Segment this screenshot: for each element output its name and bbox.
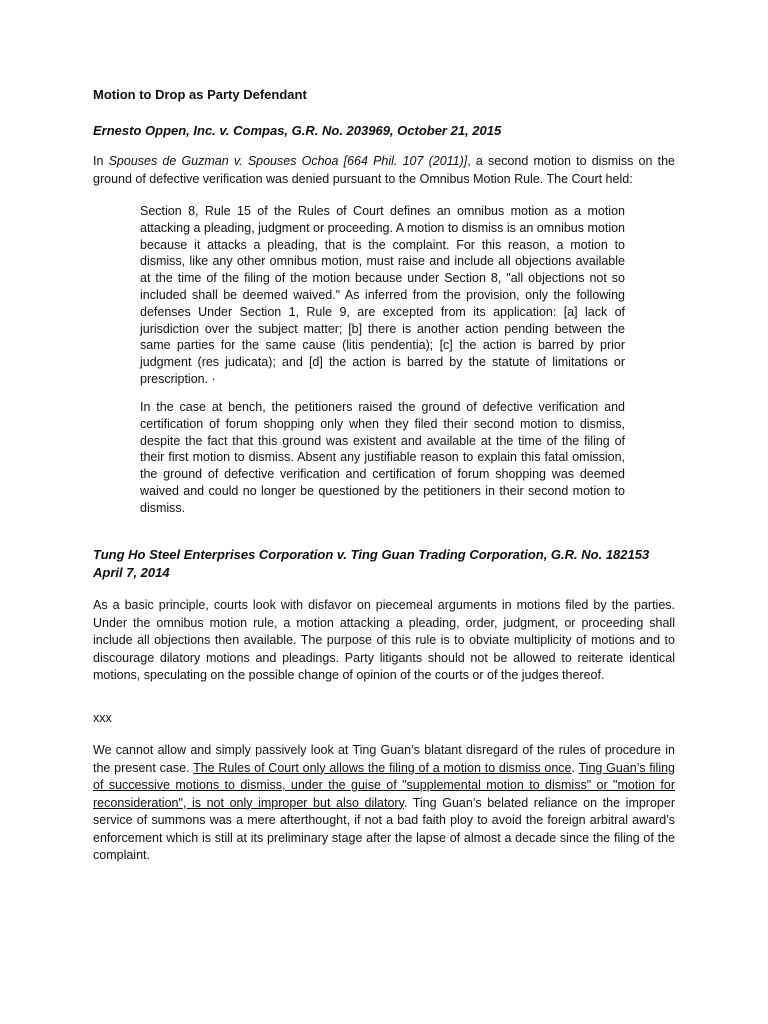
body-paragraph-ting-guan: We cannot allow and simply passively look at Ting Guan’s blatant disregard of the rules of procedure in the present case. The Rules of Court only allows the filing of a motion to dismiss once. Ting Guan’s filing of successive motions to dismiss, under the guise of "supplemental motion to dismiss" or "motion for reconsideration", is not only improper but also dilatory. Ting Guan’s belated reliance on the improper service of summons was a mere afterthought, if not a bad faith ploy to avoid the foreign arbitral award’s enforcement which is still at its preliminary stage after the lapse of almost a decade since the filing of the complaint. bbox=[93, 743, 676, 862]
case-heading-oppen: Ernesto Oppen, Inc. v. Compas, G.R. No. 203969, October 21, 2015 bbox=[93, 123, 502, 138]
block-quote-paragraph-2: In the case at bench, the petitioners raised the ground of defective verification and certification of forum shopping only when they filed their second motion to dismiss, despite the fact that this ground was existent and available at the time of the filing of their first motion to dismiss. Absent any justifiable reason to explain this fatal omission, the ground of defective verification and certification of forum shopping was deemed waived and could no longer be questioned by the petitioners in their second motion to dismiss. bbox=[140, 400, 625, 515]
intro-paragraph: In Spouses de Guzman v. Spouses Ochoa [664 Phil. 107 (2011)], a second motion to dismiss on the ground of defective verification was denied pursuant to the Omnibus Motion Rule. The Court held: bbox=[93, 154, 676, 186]
case-heading-tung-ho: Tung Ho Steel Enterprises Corporation v. Ting Guan Trading Corporation, G.R. No. 182153 April 7, 2014 bbox=[93, 547, 650, 580]
document-title: Motion to Drop as Party Defendant bbox=[93, 87, 307, 102]
block-quote-paragraph-1: Section 8, Rule 15 of the Rules of Court defines an omnibus motion as a motion attacking a pleading, judgment or proceeding. A motion to dismiss is an omnibus motion because it attacks a pleading, that is the complaint. For this reason, a motion to dismiss, like any other omnibus motion, must raise and include all objections available at the time of the filing of the motion because under Section 8, "all objections not so included shall be deemed waived." As inferred from the provision, only the following defenses Under Section 1, Rule 9, are excepted from its application: [a] lack of jurisdiction over the subject matter; [b] there is another action pending between the same parties for the same cause (litis pendentia); [c] the action is barred by prior judgment (res judicata); and [d] the action is barred by the statute of limitations or prescription. · bbox=[140, 204, 625, 386]
body-paragraph-basic-principle: As a basic principle, courts look with disfavor on piecemeal arguments in motions filed by the parties. Under the omnibus motion rule, a motion attacking a pleading, order, judgment, or proceeding shall include all objections then available. The purpose of this rule is to obviate multiplicity of motions and to discourage dilatory motions and pleadings. Party litigants should not be allowed to reiterate identical motions, speculating on the possible change of opinion of the courts or of the judges thereof. bbox=[93, 598, 675, 682]
cited-case-name: Spouses de Guzman v. Spouses Ochoa [664 Phil. 107 (2011)] bbox=[108, 154, 468, 168]
underlined-passage: Ting Guan’s filing of successive motions to dismiss, under the guise of "supplemental motion to dismiss" or "motion for reconsideration", is not only improper but also dilatory bbox=[93, 760, 676, 810]
underlined-passage: The Rules of Court only allows the filing of a motion to dismiss once bbox=[193, 760, 572, 775]
ellipsis-separator: xxx bbox=[93, 711, 112, 725]
